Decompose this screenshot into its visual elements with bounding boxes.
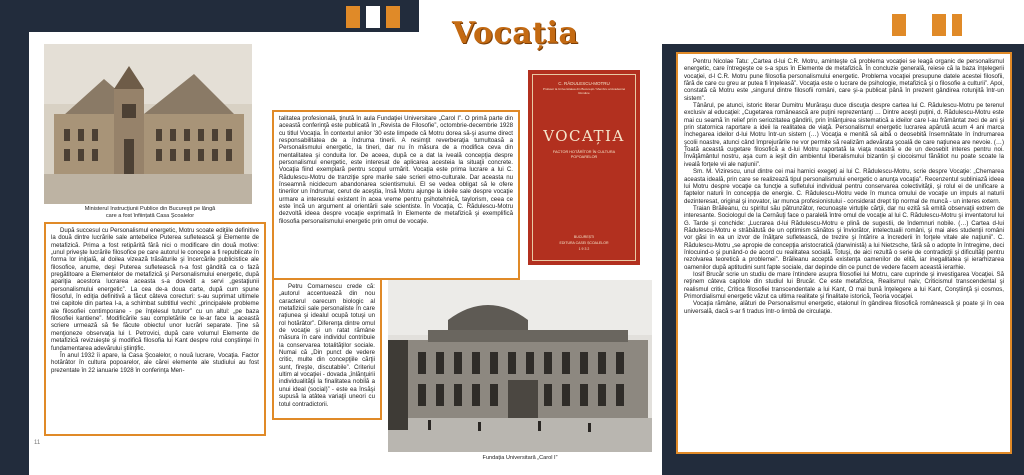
book-title: VOCAȚIA (543, 127, 625, 145)
book-cover-frame (532, 74, 636, 261)
left-navy-sidebar (0, 0, 29, 475)
right-paragraph: Iosif Brucăr scrie un studiu de mare întindere asupra filosofiei lui Motru, care cuprinde şi investigarea Vocaţiei. Să reţinem câteva capitole din studiul lui Brucăr. Ce este metafizica, Realismul naiv, Criticismul transcendental şi realismul critic, Critica filosofiei transcendentale a lui Kant, O mai bună înţelegere a lui Kant, Conştiinţă şi cosmos, Primordialismul energetic văzut ca ultima realitate şi finalitate istorică, Teoria vocaţiei. (684, 270, 1004, 300)
stripes-decoration-left (346, 0, 436, 34)
middle-text-box (272, 110, 520, 280)
right-paragraph: Sm. M. Vizirescu, unul dintre cei mai harnici exegeţi ai lui C. Rădulescu-Motru, scrie despre Vocaţie: „Chemarea aceasta ideală, prin care se realizează tipul personalismului energetic o anunţa vocaţia”. Recenzentul subliniază ideea lui Motru despre vocaţie ca funcţie a sufletului individual pentru conservarea colectivităţii, şi rolul ei de unificare a faptelor naturii în concepţia de energie. C. Rădulescu-Motru vede în munca omului de vocaţie un impuls al naturii dezinteresat, original şi inovator, iar munca profesionistului - considerat drept tip normal de muncă - un interes extern. (684, 168, 1004, 205)
book-cover-photo (528, 70, 640, 265)
middle-paragraph: talitatea profesională, ţinută în aula Fundaţiei Universitare „Carol I”. O primă parte din această conferinţă este publicată în „Revista de Filosofie”, octombrie-decembrie 1928 cu titlul Vocaţia. În contextul anilor ’30 este limpede că Motru dorea să-şi asume direct responsabilitatea de a îndruma tinerii. A resimţit reverberaţia tumultoasă a Personalismului energetic, la tineri, dar nu în măsura de a modifica ceva din mentalitatea şi conduita lor. De aceea, după ce a dat la iveală concepţia despre personalismul energetic, este interesat de aplicarea acesteia la situaţii concrete. Vocaţia fiind exemplară pentru scopul urmărit. Vocaţia este prima lucrare a lui C. Rădulescu-Motru de tranziţie spre marile sale scrieri etno-culturale. Dar aceasta nu înseamnă nicidecum abandonarea scientismului. El se vedea obligat să le ofere tinerilor un îndrumar, cerut de aceştia, însă Motru ajunge la ideile sale despre vocaţie urmare a interesului existent în acea vreme pentru psihotehnică, taylorism, ceea ce este încă un argument al orientării sale scientiste. În Vocaţia, C. Rădulescu-Motru dezvoltă ideea despre vocaţie exprimată în Elemente de metafizică şi exemplifică filosofia personalismului energetic prin omul de vocaţie. (279, 115, 513, 225)
page-title: Vocația (452, 16, 579, 51)
book-publisher: EDITURA CASEI ȘCOALELOR (559, 241, 609, 245)
foundation-building-photo (388, 280, 652, 452)
middle-paragraph: Petru Comarnescu crede că: „autorul accentuează din nou caracterul oarecum biologic al metafizicii sale personaliste în care raţiunea şi idealul ocupă totuşi un rol hotărâtor”. Diferenţa dintre omul de vocaţie şi un ratat rămâne măsura în care individul contribuie la conservarea totalităţilor sociale. Numai că „Din punct de vedere critic, multe din concepţiile cărţii sunt, fireşte, discutabile”. Criteriul ultim al vocaţiei - dovada „înlănţuirii individualităţii la finalitatea nobilă a unui ideal (social)” - este ea însăşi supusă la atâtea variaţii uneori cu totul contradictorii. (279, 283, 375, 408)
right-paragraph: Pentru Nicolae Tatu: „Cartea d-lui C.R. Motru, aminteşte că problema vocaţiei se leagă organic de personalismul energetic, care întregeşte ce s-a spus în Elemente de metafizică. În concluzie generală, reiese că la baza înţelegerii vocaţiei, d-l C.R. Motru pune filosofia personalismului energetic. Problema vocaţiei presupune datele acestei filosofii, fără de care cu greu ar putea fi înţeleasă”. Vocaţia este o lucrare de psihologie, metafizică şi o filosofie a culturii”. Apoi, constată că Motru este „singurul dintre filosofii români, care şi-a publicat până în prezent gândirea rotunjită într-un sistem”. (684, 58, 1004, 102)
book-author-note: Profesor la Universitatea din București / Membru al Academiei Române (542, 87, 626, 95)
right-text-box (676, 52, 1012, 454)
book-year: 1 9 3 2 (578, 247, 590, 251)
middle-lower-column-text (279, 283, 375, 408)
right-column-text (684, 58, 1004, 315)
ministry-building-photo (44, 44, 252, 204)
foundation-photo-caption: Fundația Universitară „Carol I” (482, 455, 558, 461)
right-paragraph: Tânărul, pe atunci, istoric literar Dumitru Murăraşu duce discuţia despre cartea lui C. Rădulescu-Motru pe terenul exclusiv al educaţiei: „Cugetarea românească are puţini reprezentanţi … Dintre aceşti puţini, d. Rădulescu-Motru este mai cu seamă în relief prin seriozitatea gândirii, prin înlănţuirea sistematică a ideilor care l-au frământat zeci de ani şi prin statornica raportare a ideii la realitatea de viaţă. Personalismul energetic lucrarea apărută acum 4 ani marca închegarea ideilor d-lui Motru într-un sistem (…) Vocaţia e menită să aibă o deosebită însemnătate în îndrumarea şcolii noastre, atunci când împrejurările ne vor permite să realizăm adevărata şcoală de care naţiunea are nevoie. (…) Toată această cugetare filosofică a d-lui Motru raportată la viaţa noastră e de un deosebit interes pentru noi. Învăţământul nostru, aşa cum a ieşit din ambientul liberalismului bizantin şi ciocoismul fănătiot nu poate scoate la iveală forţele vii ale naţiunii”. (684, 102, 1004, 168)
right-paragraph: Traian Brăileanu, cu spiritul său pătrunzător, recunoaşte virtuţile cărţii, dar nu ezită să emită observaţii extrem de interesante. Sociologul de la Cernăuţi face o paralelă între omul de vocaţie al lui C. Rădulescu-Motru şi inventatorul lui G. Tarde şi conchide: „Lucrarea d-lui Rădulescu-Motru e plină de sugestii, de îndemnuri nobile. (…) Cartea d-lui Rădulescu-Motru e străbătută de un optimism sănătos şi înviorător, intelectualii români, şi mai ales studenţii români vor găsi în ea un izvor de înălţare sufletească, de trezire şi întărire a încrederii în forţele vitale ale naţiunii”. C. Rădulescu-Motru „se apropie de concepţia aristocratică (darwinistă) a lui Nietzsche, fără să o adopte în întregime, deci înlocuind-o şi punând-o de acord cu realitatea socială. Totuşi, de aici rezultă o serie de contradicţii şi dificultăţi pentru rezolvarea teoretică a problemei”. Brăileanu acceptă existenţa oamenilor de elită, iar inegalitatea şi ierarhizarea oamenilor după aptitudini sunt fapte sociale, dar depinde din ce punct de vedere facem această ierarhie. (684, 204, 1004, 271)
left-paragraph: În anul 1932 îi apare, la Casa Şcoalelor, o nouă lucrare, Vocaţia. Factor hotărâtor în cultura popoarelor, ale cărei elemente ale studiului au fost prezentate în 22 ianuarie 1928 în conferinţa Men- (51, 351, 259, 374)
right-paragraph: Vocaţia rămâne, alături de Personalismul energetic, etalonul în gândirea filosofică românească şi poate şi în cea universală, dacă s-ar fi tradus într-o limbă de circulaţie. (684, 300, 1004, 315)
book-city: BUCUREȘTI (573, 235, 595, 239)
left-column-text (51, 227, 259, 374)
book-subtitle: FACTOR HOTĂRÎTOR ÎN CULTURA POPOARELOR (552, 150, 616, 159)
book-author: C. RĂDULESCU-MOTRU (558, 81, 610, 86)
foundation-building-illustration (388, 280, 652, 452)
ministry-building-illustration (44, 44, 252, 204)
middle-column-text (279, 115, 513, 225)
page-number: 11 (34, 440, 41, 446)
stripes-decoration-right (892, 8, 982, 42)
middle-lower-text-box (272, 280, 382, 420)
ministry-photo-caption: Ministerul Instrucțiunii Publice din București pe lângă care a fost înființată Casa Școalelor (84, 206, 216, 219)
left-text-box (44, 222, 266, 436)
left-paragraph: După succesul cu Personalismul energetic, Motru scoate ediţiile definitive la două dintre lucrările sale antebelice Puterea sufletească şi Elemente de metafizică. Prima a fost retipărită fără nici o modificare din două motive: „unul priveşte lucrările filosofice pe care autorul le concepe a fi republicate în forma lor iniţială, al doilea vizează trăsăturile şi încercările publicistice ale filosofice, anume, deşi Puterea sufletească n-a fost gândită ca o fază pregătitoare a Elementelor de metafizică şi Personalismului energetic, după apariţia acestora lucrarea aceasta s-a dovedit a servi „gestaţiunii personalismului energetic”. La cea de-a doua carte, după cum spune filosoful, în ediţia definitivă a făcut câteva corecturi: s-au suprimat ultimele trei capitole din partea I-a, a schimbat subtitlul vechi: „principalele probleme ale filosofiei contimporane - pe înţelesul tuturor” cu un altul: „pe baza filosofiei kantiene”. Modificările sau completările ce le-ar face la această scriere urmează să fie făcute obiectul unor lucrări separate. Ţine să menţioneze observaţia lui I. Petrovici, după care volumul Elemente de metafizică revizuieşte şi modifică filosofia lui Kant despre rolul conştiinţei în fundamentarea adevărului ştiinţific. (51, 227, 259, 352)
